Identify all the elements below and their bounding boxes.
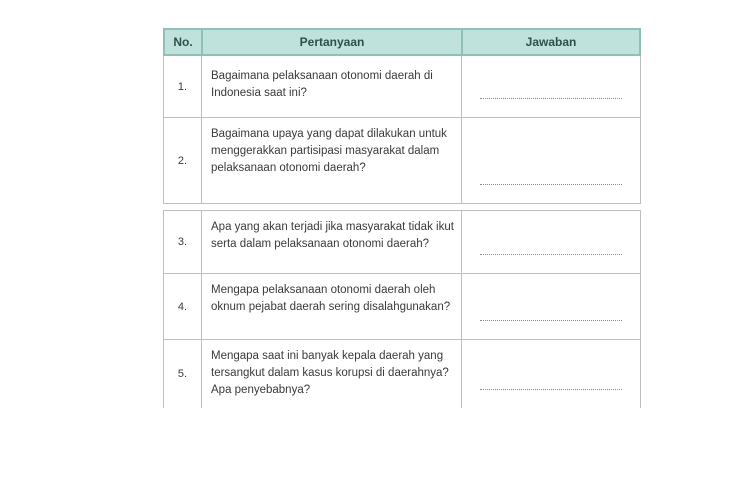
row-question: Bagaimana upaya yang dapat dilakukan untuk menggerakkan partisipasi masyarakat dalam pelaksanaan otonomi daerah? bbox=[202, 118, 462, 203]
row-number: 4. bbox=[164, 274, 202, 339]
answer-blank[interactable] bbox=[462, 340, 640, 408]
table-row bbox=[163, 274, 641, 340]
answer-blank[interactable] bbox=[462, 118, 640, 203]
answer-blank[interactable] bbox=[462, 211, 640, 273]
question-table bbox=[163, 28, 641, 408]
row-number: 5. bbox=[164, 340, 202, 408]
table-header bbox=[163, 28, 641, 56]
header-no: No. bbox=[165, 30, 203, 54]
table-row bbox=[163, 340, 641, 408]
header-answer: Jawaban bbox=[525, 35, 577, 49]
row-question: Bagaimana pelaksanaan otonomi daerah di Indonesia saat ini? bbox=[202, 56, 462, 117]
row-question: Mengapa saat ini banyak kepala daerah yang tersangkut dalam kasus korupsi di daerahnya? Apa penyebabnya? bbox=[202, 340, 462, 408]
dotted-line bbox=[480, 98, 622, 99]
dotted-line bbox=[480, 184, 622, 185]
dotted-line bbox=[480, 320, 622, 321]
row-question: Apa yang akan terjadi jika masyarakat tidak ikut serta dalam pelaksanaan otonomi daerah? bbox=[202, 211, 462, 273]
table-row bbox=[163, 56, 641, 118]
table-row bbox=[163, 210, 641, 274]
answer-blank[interactable] bbox=[462, 56, 640, 117]
dotted-line bbox=[480, 254, 622, 255]
row-number: 1. bbox=[164, 56, 202, 117]
table-row bbox=[163, 118, 641, 204]
dotted-line bbox=[480, 389, 622, 390]
answer-blank[interactable] bbox=[462, 274, 640, 339]
header-question: Pertanyaan bbox=[203, 30, 463, 54]
row-number: 2. bbox=[164, 118, 202, 203]
row-number: 3. bbox=[164, 211, 202, 273]
row-question: Mengapa pelaksanaan otonomi daerah oleh oknum pejabat daerah sering disalahgunakan? bbox=[202, 274, 462, 339]
